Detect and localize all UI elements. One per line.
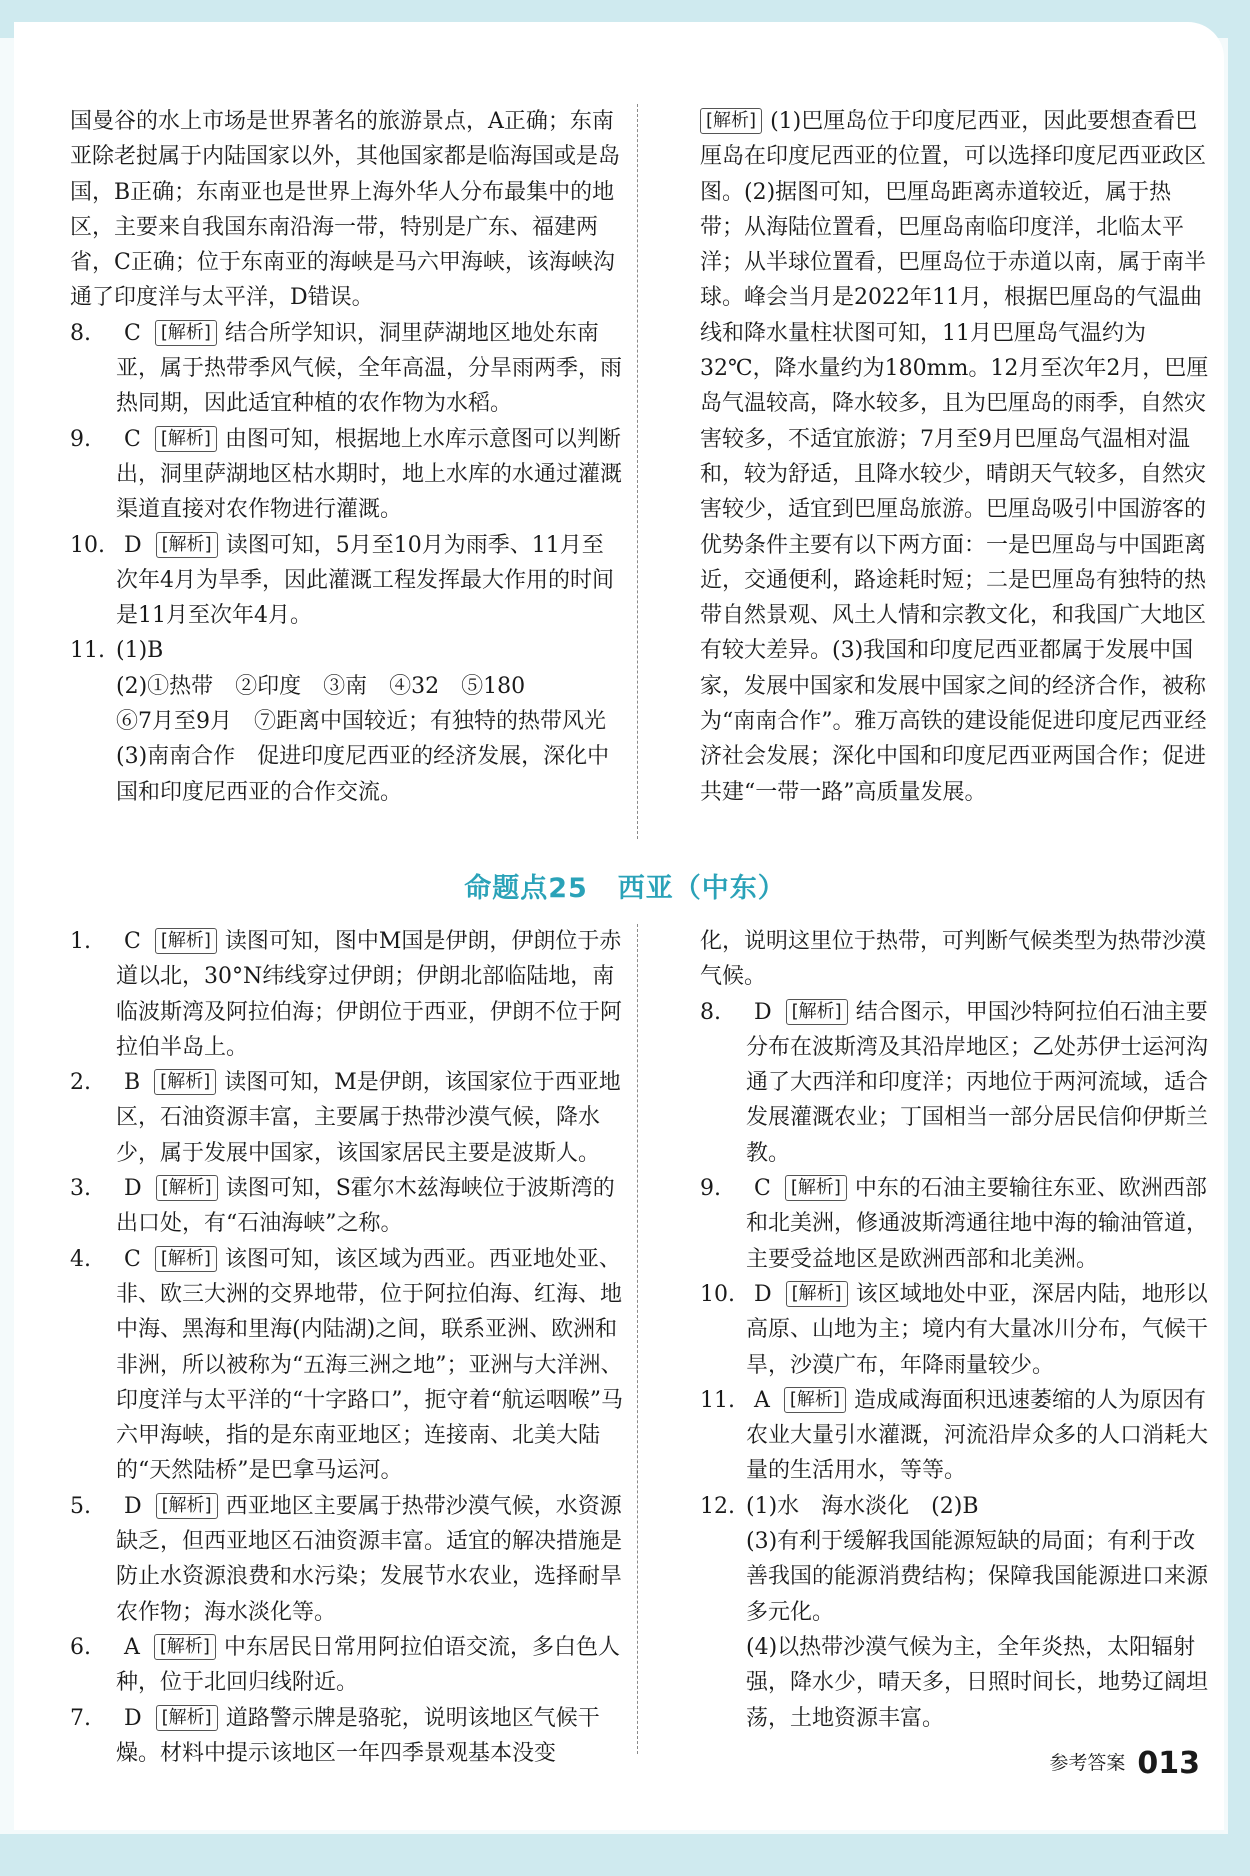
jiexi-tag: [解析] xyxy=(700,108,762,134)
answer-item-11: 11. (1)B (2)①热带 ②印度 ③南 ④32 ⑤180 ⑥7月至9月 ⑦距离中国较近；有独特的热带风光 (3)南南合作 促进印度尼西亚的经济发展，深化中国和印度尼西亚的合作交流。 xyxy=(70,638,610,805)
jiexi-tag: [解析] xyxy=(155,1246,217,1272)
answer-item-4: 4. C [解析] 该图可知，该区域为西亚。西亚地处亚、非、欧三大洲的交界地带，位于阿拉伯海、红海、地中海、黑海和里海(内陆湖)之间，联系亚洲、欧洲和非洲，所以被称为“五海三洲之地”；亚洲与大洋洲、印度洋与太平洋的“十字路口”，扼守着“航运咽喉”马六甲海峡，指的是东南亚地区；连接南、北美大陆的“天然陆桥”是巴拿马运河。 xyxy=(70,1246,623,1484)
answer-item-6: 6. A [解析] 中东居民日常用阿拉伯语交流，多白色人种，位于北回归线附近。 xyxy=(70,1634,620,1696)
jiexi-tag: [解析] xyxy=(156,1493,218,1519)
answer-item-3: 3. D [解析] 读图可知，S霍尔木兹海峡位于波斯湾的出口处，有“石油海峡”之称。 xyxy=(70,1176,615,1237)
page-footer xyxy=(1049,1746,1200,1781)
jiexi-tag: [解析] xyxy=(155,426,217,452)
page-frame-bottom xyxy=(0,1834,1250,1876)
jiexi-tag: [解析] xyxy=(154,1634,216,1660)
jiexi-tag: [解析] xyxy=(156,1175,218,1201)
answer-item-2: 2. B [解析] 读图可知，M是伊朗，该国家位于西亚地区，石油资源丰富，主要属于热带沙漠气候，降水少，属于发展中国家，该国家居民主要是波斯人。 xyxy=(70,1070,621,1166)
jiexi-tag: [解析] xyxy=(155,928,217,954)
top-left-column xyxy=(70,104,625,810)
footer-label: 参考答案 xyxy=(1049,1752,1126,1774)
answer-item-10: 10. D [解析] 读图可知，5月至10月为雨季、11月至次年4月为旱季，因此灌溉工程发挥最大作用的时间是11月至次年4月。 xyxy=(70,532,614,629)
jiexi-tag: [解析] xyxy=(156,532,218,558)
continued-answer-text: 化，说明这里位于热带，可判断气候类型为热带沙漠气候。 xyxy=(700,929,1207,990)
answer-item-9: 9. C [解析] 中东的石油主要输往东亚、欧洲西部和北美洲，修通波斯湾通往地中海的输油管道，主要受益地区是欧洲西部和北美洲。 xyxy=(700,1176,1209,1272)
page-number: 013 xyxy=(1137,1746,1200,1781)
jiexi-tag: [解析] xyxy=(785,1175,847,1201)
analysis-11-text: [解析] (1)巴厘岛位于印度尼西亚，因此要想查看巴厘岛在印度尼西亚的位置，可以选择印度尼西亚政区图。(2)据图可知，巴厘岛距离赤道较近，属于热带；从海陆位置看，巴厘岛南临印度洋，北临太平洋；从半球位置看，巴厘岛位于赤道以南，属于南半球。峰会当月是2022年11月，根据巴厘岛的气温曲线和降水量柱状图可知，11月巴厘岛气温约为32℃，降水量约为180mm。12月至次年2月，巴厘岛气温较高，降水较多，且为巴厘岛的雨季，自然灾害较多，不适宜旅游；7月至9月巴厘岛气温相对温和，较为舒适，且降水较少，晴朗天气较多，自然灾害较少，适宜到巴厘岛旅游。巴厘岛吸引中国游客的优势条件主要有以下两方面：一是巴厘岛与中国距离近，交通便利，路途耗时短；二是巴厘岛有独特的热带自然景观、风土人情和宗教文化，和我国广大地区有较大差异。(3)我国和印度尼西亚都属于发展中国家，发展中国家和发展中国家之间的经济合作，被称为“南南合作”。雅万高铁的建设能促进印度尼西亚经济社会发展；深化中国和印度尼西亚两国合作；促进共建“一带一路”高质量发展。 xyxy=(700,109,1209,805)
answer-item-7: 7. D [解析] 道路警示牌是骆驼，说明该地区气候干燥。材料中提示该地区一年四季景观基本没变 xyxy=(70,1705,600,1766)
jiexi-tag: [解析] xyxy=(156,1705,218,1731)
bottom-right-column xyxy=(700,924,1210,1736)
top-right-column xyxy=(700,104,1210,810)
jiexi-tag: [解析] xyxy=(786,1281,848,1307)
answer-item-10: 10. D [解析] 该区域地处中亚，深居内陆，地形以高原、山地为主；境内有大量冰川分布，气候干旱，沙漠广布，年降雨量较少。 xyxy=(700,1281,1209,1378)
answer-item-9: 9. C [解析] 由图可知，根据地上水库示意图可以判断出，洞里萨湖地区枯水期时，地上水库的水通过灌溉渠道直接对农作物进行灌溉。 xyxy=(70,426,623,523)
answer-item-11: 11. A [解析] 造成咸海面积迅速萎缩的人为原因有农业大量引水灌溉，河流沿岸众多的人口消耗大量的生活用水，等等。 xyxy=(700,1387,1209,1484)
jiexi-tag: [解析] xyxy=(786,999,848,1025)
jiexi-tag: [解析] xyxy=(784,1387,846,1413)
answer-item-5: 5. D [解析] 西亚地区主要属于热带沙漠气候，水资源缺乏，但西亚地区石油资源丰富。适宜的解决措施是防止水资源浪费和水污染；发展节水农业，选择耐旱农作物；海水淡化等。 xyxy=(70,1493,623,1625)
bottom-left-column xyxy=(70,924,625,1771)
continued-answer-text: 国曼谷的水上市场是世界著名的旅游景点，A正确；东南亚除老挝属于内陆国家以外，其他国家都是临海国或是岛国，B正确；东南亚也是世界上海外华人分布最集中的地区，主要来自我国东南沿海一带，特别是广东、福建两省，C正确；位于东南亚的海峡是马六甲海峡，该海峡沟通了印度洋与太平洋，D错误。 xyxy=(70,109,621,311)
column-divider xyxy=(637,104,638,839)
answer-item-8: 8. C [解析] 结合所学知识，洞里萨湖地区地处东南亚，属于热带季风气候，全年高温，分旱雨两季，雨热同期，因此适宜种植的农作物为水稻。 xyxy=(70,320,623,417)
jiexi-tag: [解析] xyxy=(155,320,217,346)
answer-item-8: 8. D [解析] 结合图示，甲国沙特阿拉伯石油主要分布在波斯湾及其沿岸地区；乙处苏伊士运河沟通了大西洋和印度洋；丙地位于两河流域，适合发展灌溉农业；丁国相当一部分居民信仰伊斯兰教。 xyxy=(700,999,1209,1166)
page-frame-right xyxy=(1228,0,1250,1876)
jiexi-tag: [解析] xyxy=(154,1069,216,1095)
column-divider xyxy=(637,924,638,1754)
section-title: 命题点25 西亚（中东） xyxy=(464,873,786,904)
answer-item-12: 12. (1)水 海水淡化 (2)B (3)有利于缓解我国能源短缺的局面；有利于改善我国的能源消费结构；保障我国能源进口来源多元化。 (4)以热带沙漠气候为主，全年炎热，太阳辐射强，降水少，晴天多，日照时间长，地势辽阔坦荡，土地资源丰富。 xyxy=(700,1493,1209,1731)
answer-item-1: 1. C [解析] 读图可知，图中M国是伊朗，伊朗位于赤道以北，30°N纬线穿过伊朗；伊朗北部临陆地，南临波斯湾及阿拉伯海；伊朗位于西亚，伊朗不位于阿拉伯半岛上。 xyxy=(70,929,623,1060)
